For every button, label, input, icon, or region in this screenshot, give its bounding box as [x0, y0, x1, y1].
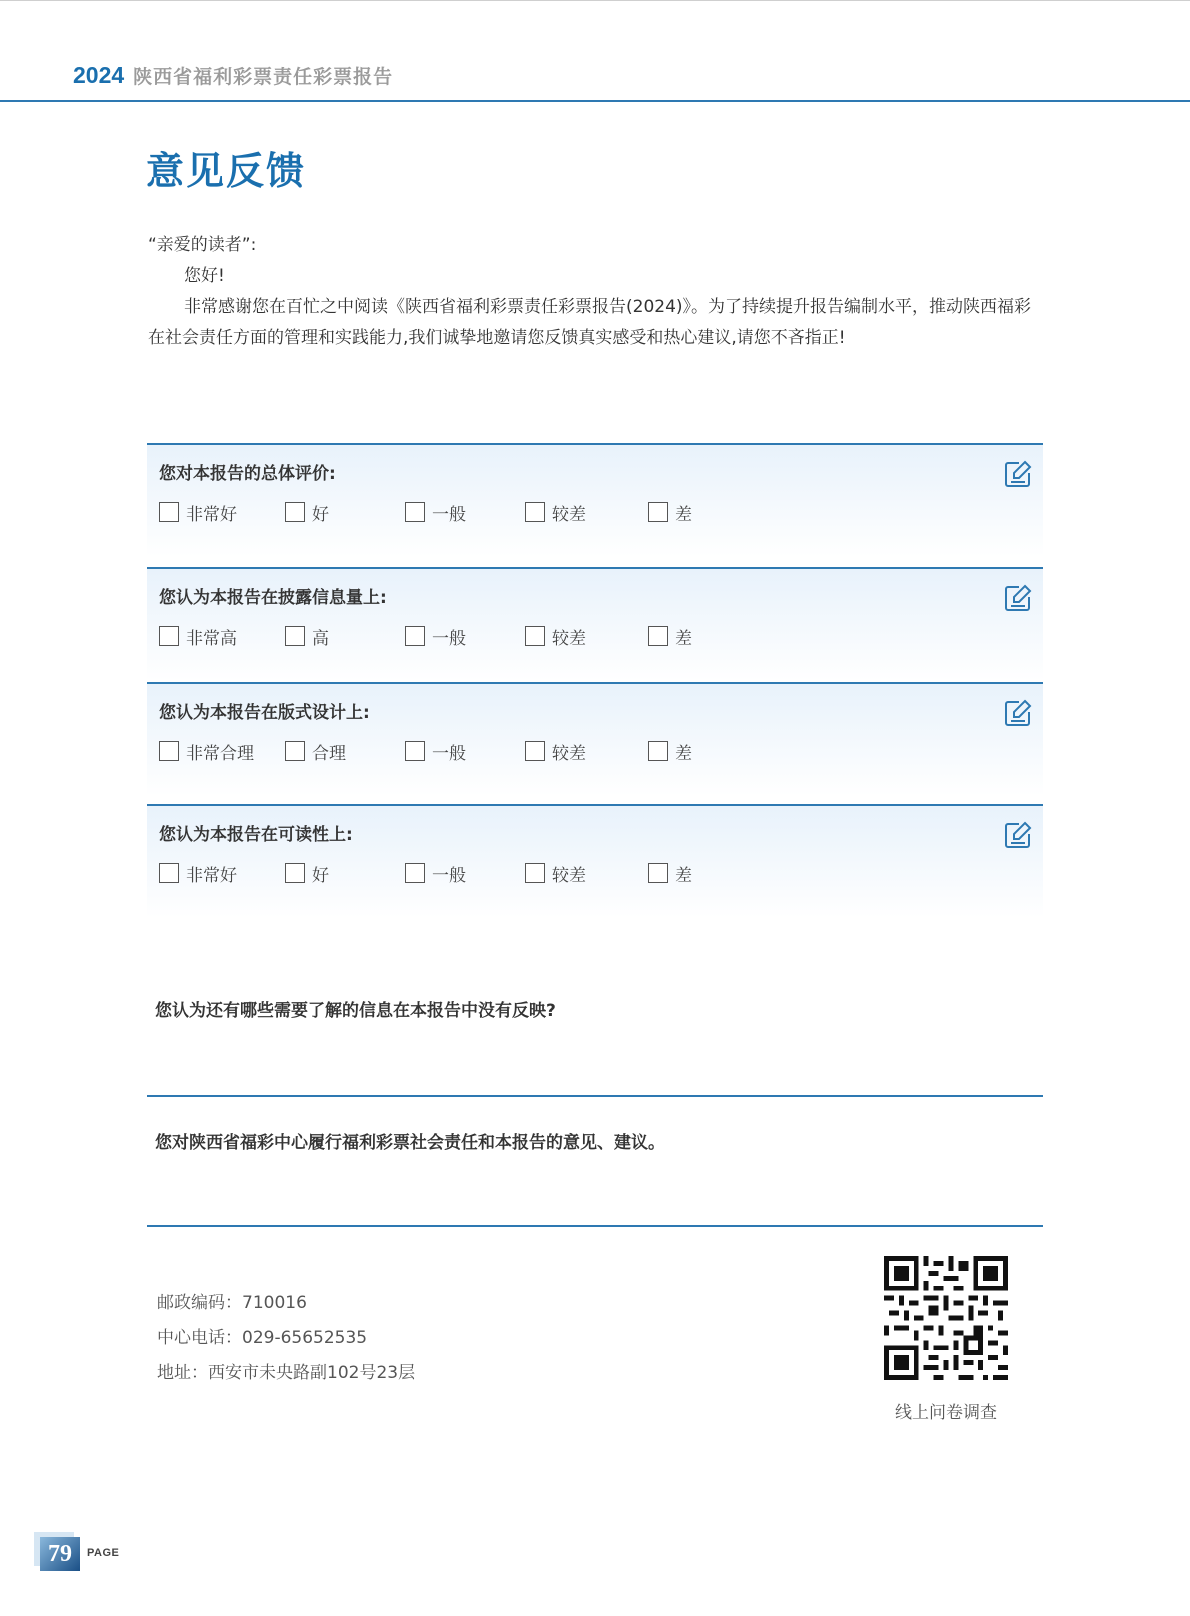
option-label: 差: [675, 865, 692, 886]
answer-line[interactable]: [147, 1095, 1043, 1097]
option[interactable]: [159, 500, 237, 524]
checkbox[interactable]: [285, 502, 305, 522]
option-label: 一般: [432, 743, 466, 764]
option-label: 较差: [552, 504, 586, 525]
option-label: 一般: [432, 865, 466, 886]
question-title: 您认为本报告在披露信息量上:: [159, 588, 387, 608]
edit-icon[interactable]: [1003, 698, 1033, 728]
checkbox[interactable]: [648, 502, 668, 522]
header-title: 陕西省福利彩票责任彩票报告: [133, 66, 394, 88]
option-group: [159, 861, 759, 885]
checkbox[interactable]: [285, 863, 305, 883]
checkbox[interactable]: [405, 502, 425, 522]
option-label: 非常好: [186, 504, 237, 525]
option-label: 差: [675, 628, 692, 649]
edit-icon[interactable]: [1003, 459, 1033, 489]
postcode: 邮政编码：710016: [157, 1293, 307, 1313]
header-year: 2024: [73, 62, 125, 88]
open-question-suggestions: 您对陕西省福彩中心履行福利彩票社会责任和本报告的意见、建议。: [155, 1133, 665, 1153]
page-number: 79: [40, 1537, 80, 1571]
option[interactable]: [648, 500, 692, 524]
option[interactable]: [285, 739, 346, 763]
checkbox[interactable]: [405, 626, 425, 646]
option[interactable]: [405, 500, 466, 524]
option-label: 好: [312, 865, 329, 886]
option[interactable]: [159, 739, 254, 763]
page-title: 意见反馈: [146, 149, 307, 193]
option-label: 差: [675, 743, 692, 764]
option[interactable]: [525, 624, 586, 648]
letter-salutation: “亲爱的读者”:: [148, 235, 257, 255]
checkbox[interactable]: [525, 502, 545, 522]
option-group: [159, 624, 759, 648]
question-overall: [147, 443, 1043, 557]
option[interactable]: [525, 739, 586, 763]
option[interactable]: [285, 861, 329, 885]
option[interactable]: [405, 861, 466, 885]
option[interactable]: [405, 739, 466, 763]
option[interactable]: [159, 624, 237, 648]
checkbox[interactable]: [159, 502, 179, 522]
edit-icon[interactable]: [1003, 583, 1033, 613]
option-label: 非常合理: [186, 743, 254, 764]
checkbox[interactable]: [159, 741, 179, 761]
checkbox[interactable]: [525, 741, 545, 761]
option[interactable]: [525, 861, 586, 885]
open-question-missing-info: 您认为还有哪些需要了解的信息在本报告中没有反映?: [155, 1001, 556, 1021]
option-label: 一般: [432, 628, 466, 649]
option[interactable]: [525, 500, 586, 524]
option-label: 一般: [432, 504, 466, 525]
checkbox[interactable]: [648, 741, 668, 761]
question-layout: [147, 682, 1043, 796]
question-disclosure: [147, 567, 1043, 681]
option[interactable]: [285, 624, 329, 648]
edit-icon[interactable]: [1003, 820, 1033, 850]
option[interactable]: [159, 861, 237, 885]
option-label: 差: [675, 504, 692, 525]
qr-caption: 线上问卷调查: [895, 1403, 997, 1423]
question-title: 您对本报告的总体评价:: [159, 464, 336, 484]
header-rule: [0, 100, 1190, 102]
checkbox[interactable]: [405, 863, 425, 883]
option[interactable]: [648, 861, 692, 885]
answer-line[interactable]: [147, 1225, 1043, 1227]
option[interactable]: [405, 624, 466, 648]
option[interactable]: [285, 500, 329, 524]
checkbox[interactable]: [525, 626, 545, 646]
checkbox[interactable]: [285, 741, 305, 761]
letter-body: 非常感谢您在百忙之中阅读《陕西省福利彩票责任彩票报告(2024)》。为了持续提升报告编制水平，推动陕西福彩在社会责任方面的管理和实践能力,我们诚挚地邀请您反馈真实感受和热心建议,请您不吝指正!: [148, 297, 1032, 348]
checkbox[interactable]: [159, 863, 179, 883]
checkbox[interactable]: [648, 863, 668, 883]
checkbox[interactable]: [405, 741, 425, 761]
option-label: 合理: [312, 743, 346, 764]
question-title: 您认为本报告在可读性上:: [159, 825, 353, 845]
checkbox[interactable]: [159, 626, 179, 646]
page-word: PAGE: [87, 1547, 120, 1559]
option-label: 非常高: [186, 628, 237, 649]
letter-greeting: 您好!: [184, 266, 225, 286]
option-label: 非常好: [186, 865, 237, 886]
qr-code[interactable]: [884, 1256, 1008, 1380]
option-label: 较差: [552, 865, 586, 886]
letter: [148, 230, 1038, 354]
report-header: [73, 62, 393, 96]
option-label: 较差: [552, 743, 586, 764]
option-label: 较差: [552, 628, 586, 649]
option-group: [159, 739, 759, 763]
option-label: 高: [312, 628, 329, 649]
checkbox[interactable]: [648, 626, 668, 646]
option-label: 好: [312, 504, 329, 525]
option-group: [159, 500, 759, 524]
checkbox[interactable]: [525, 863, 545, 883]
checkbox[interactable]: [285, 626, 305, 646]
contact-info: [157, 1286, 415, 1391]
option[interactable]: [648, 739, 692, 763]
option[interactable]: [648, 624, 692, 648]
question-readability: [147, 804, 1043, 918]
question-title: 您认为本报告在版式设计上:: [159, 703, 370, 723]
top-rule: [0, 0, 1190, 1]
address: 地址：西安市未央路副102号23层: [157, 1363, 416, 1383]
phone: 中心电话：029-65652535: [157, 1328, 368, 1348]
